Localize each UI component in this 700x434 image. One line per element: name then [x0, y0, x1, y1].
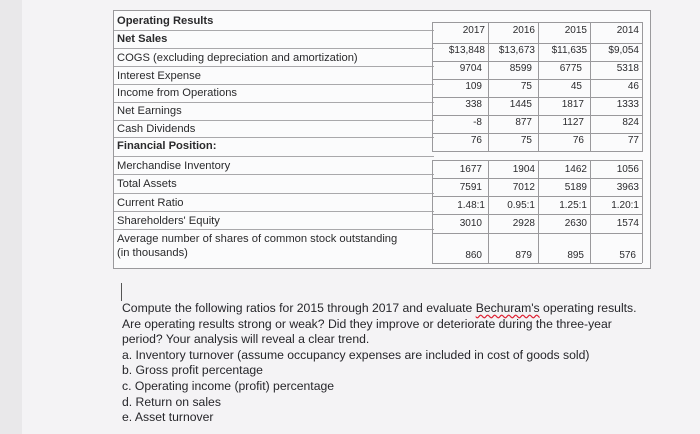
table-cell: 7012	[512, 182, 535, 193]
row-label: Net Sales	[117, 33, 168, 45]
column-divider	[642, 160, 643, 263]
row-divider	[114, 193, 434, 194]
year-header: 2014	[616, 25, 639, 36]
row-label: Merchandise Inventory	[117, 160, 231, 172]
year-header: 2016	[512, 25, 535, 36]
cell-divider	[432, 133, 642, 134]
table-cell: -8	[473, 117, 482, 128]
table-cell: 2630	[564, 218, 587, 229]
row-label: Shareholders' Equity	[117, 215, 220, 227]
question-intro: Compute the following ratios for 2015 through 2017 and evaluate	[122, 301, 476, 315]
row-label: Cash Dividends	[117, 123, 196, 135]
row-divider	[114, 30, 434, 31]
table-cell: 1574	[616, 218, 639, 229]
table-cell: $13,848	[448, 45, 485, 56]
table-cell: 1.25:1	[559, 200, 587, 211]
cell-divider	[432, 151, 642, 152]
cell-divider	[432, 115, 642, 116]
row-divider	[114, 84, 434, 85]
table-cell: 576	[619, 250, 636, 261]
table-cell: $11,635	[551, 45, 587, 56]
table-cell: 1817	[561, 99, 584, 110]
row-label: Interest Expense	[117, 70, 201, 82]
row-divider	[114, 229, 434, 230]
table-cell: 1677	[459, 164, 482, 175]
row-label: Average number of shares of common stock outstanding	[117, 233, 398, 245]
table-cell: 46	[627, 81, 639, 92]
table-cell: 109	[465, 81, 482, 92]
table-cell: 877	[515, 117, 532, 128]
row-divider	[114, 66, 434, 67]
cell-divider	[432, 22, 642, 23]
table-cell: 824	[622, 117, 639, 128]
column-divider	[538, 160, 539, 263]
question-intro-end: operating results.	[539, 301, 637, 315]
table-cell: 6775	[559, 63, 582, 74]
table-cell: 45	[570, 81, 582, 92]
row-divider	[114, 137, 434, 138]
cell-divider	[432, 79, 642, 80]
cell-divider	[432, 178, 642, 179]
table-cell: 1333	[616, 99, 639, 110]
table-title: Operating Results	[117, 15, 214, 27]
cell-divider	[432, 196, 642, 197]
question-item: b. Gross profit percentage	[122, 363, 263, 378]
row-divider	[114, 120, 434, 121]
table-cell: 76	[572, 135, 584, 146]
question-item: a. Inventory turnover (assume occupancy expenses are included in cost of goods sold)	[122, 347, 590, 362]
row-divider	[114, 174, 434, 175]
question-line	[122, 301, 692, 317]
cell-divider	[432, 97, 642, 98]
table-cell: 7591	[459, 182, 482, 193]
table-cell: $9,054	[608, 45, 639, 56]
row-label: (in thousands)	[117, 247, 188, 259]
table-cell: 3010	[459, 218, 482, 229]
row-divider	[114, 48, 434, 49]
year-header: 2015	[564, 25, 587, 36]
row-label: Current Ratio	[117, 197, 184, 209]
table-cell: 76	[470, 135, 482, 146]
question-text	[122, 301, 692, 426]
table-cell: 3963	[616, 182, 639, 193]
cell-divider	[432, 43, 642, 44]
question-line: Are operating results strong or weak? Did they improve or deteriorate during the three-year	[122, 316, 612, 331]
row-divider	[114, 102, 434, 103]
column-divider	[488, 160, 489, 263]
table-cell: 5189	[564, 182, 587, 193]
question-item: c. Operating income (profit) percentage	[122, 378, 335, 393]
cell-divider	[432, 233, 642, 234]
row-label: Income from Operations	[117, 87, 238, 99]
table-cell: 75	[520, 135, 532, 146]
company-name: Bechuram's	[475, 301, 540, 315]
table-cell: 1462	[564, 164, 587, 175]
row-label: Total Assets	[117, 178, 177, 190]
table-cell: 1127	[562, 117, 584, 128]
table-cell: 338	[465, 99, 482, 110]
table-cell: 5318	[616, 63, 639, 74]
cell-divider	[432, 61, 642, 62]
row-label: Net Earnings	[117, 105, 182, 117]
row-divider	[114, 156, 434, 157]
question-item: d. Return on sales	[122, 394, 221, 409]
column-divider	[590, 160, 591, 263]
table-cell: 1.48:1	[457, 200, 485, 211]
table-cell: 1056	[616, 164, 639, 175]
cell-divider	[432, 214, 642, 215]
table-cell: 1.20:1	[611, 200, 639, 211]
table-cell: $13,673	[498, 45, 535, 56]
column-divider	[642, 22, 643, 152]
table-cell: 9704	[459, 63, 482, 74]
row-divider	[114, 211, 434, 212]
table-cell: 1904	[512, 164, 535, 175]
text-cursor	[121, 283, 122, 301]
table-cell: 860	[465, 250, 482, 261]
cell-divider	[432, 160, 642, 161]
year-header: 2017	[462, 25, 485, 36]
row-label: COGS (excluding depreciation and amortization)	[117, 52, 358, 64]
table-cell: 1445	[509, 99, 532, 110]
question-item: e. Asset turnover	[122, 410, 214, 425]
column-divider	[432, 160, 433, 263]
table-cell: 77	[627, 135, 639, 146]
table-cell: 895	[567, 250, 584, 261]
table-cell: 879	[515, 250, 532, 261]
table-cell: 75	[520, 81, 532, 92]
section-title: Financial Position:	[117, 140, 217, 152]
table-cell: 0.95:1	[507, 200, 535, 211]
table-cell: 2928	[512, 218, 535, 229]
cell-divider	[432, 263, 642, 264]
table-cell: 8599	[509, 63, 532, 74]
question-line: period? Your analysis will reveal a clear trend.	[122, 332, 370, 347]
